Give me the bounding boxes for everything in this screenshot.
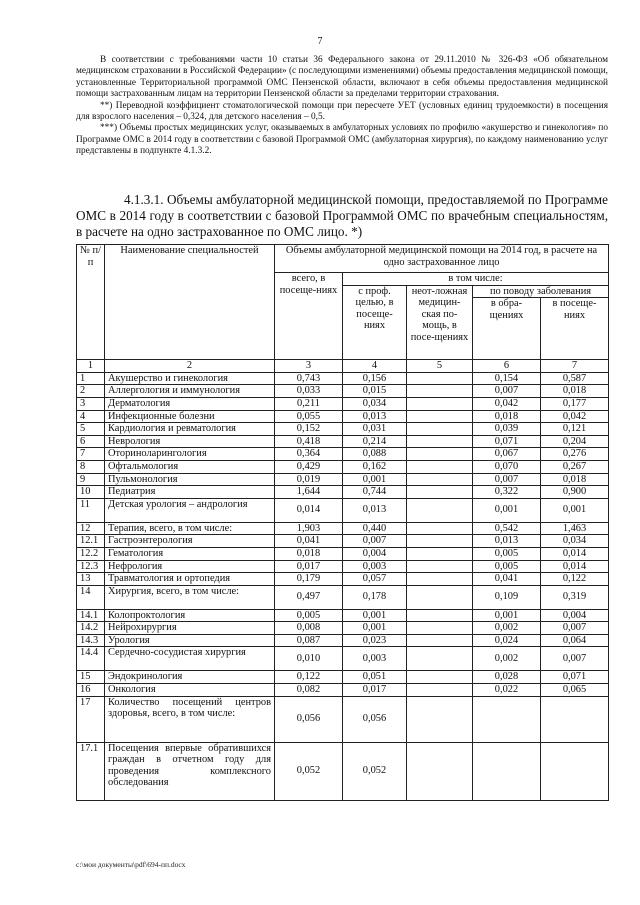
- value-cell-visits: 0,018: [541, 385, 609, 398]
- header-name: Наименование специальностей: [105, 245, 275, 360]
- table-row: [77, 448, 609, 461]
- row-number-cell: 12.1: [77, 535, 105, 548]
- value-cell-appeals: 0,070: [473, 460, 541, 473]
- row-number-cell: 4: [77, 410, 105, 423]
- table-row: [77, 742, 609, 800]
- specialty-name-cell: Пульмонология: [105, 473, 275, 486]
- column-number-cell: 4: [343, 360, 407, 373]
- value-cell-total: 0,087: [275, 634, 343, 647]
- row-number-cell: 12.2: [77, 547, 105, 560]
- value-cell-prof: 0,051: [343, 671, 407, 684]
- table-row: [77, 473, 609, 486]
- specialty-name-cell: Посещения впервые обратившихся граждан в отчетном году для проведения комплексного обследования: [105, 742, 275, 800]
- value-cell-prof: 0,023: [343, 634, 407, 647]
- value-cell-appeals: 0,007: [473, 385, 541, 398]
- specialty-name-cell: Терапия, всего, в том числе:: [105, 522, 275, 535]
- value-cell-urgent: [407, 671, 473, 684]
- specialty-name-cell: Оториноларингология: [105, 448, 275, 461]
- value-cell-prof: 0,156: [343, 372, 407, 385]
- table-row: [77, 372, 609, 385]
- specialty-name-cell: Нейрохирургия: [105, 622, 275, 635]
- value-cell-prof: 0,001: [343, 473, 407, 486]
- value-cell-urgent: [407, 622, 473, 635]
- value-cell-visits: 0,587: [541, 372, 609, 385]
- value-cell-total: 0,052: [275, 742, 343, 800]
- table-row: [77, 560, 609, 573]
- value-cell-urgent: [407, 372, 473, 385]
- value-cell-urgent: [407, 448, 473, 461]
- specialty-name-cell: Детская урология – андрология: [105, 498, 275, 522]
- value-cell-total: 0,008: [275, 622, 343, 635]
- value-cell-appeals: 0,109: [473, 585, 541, 609]
- row-number-cell: 12.3: [77, 560, 105, 573]
- row-number-cell: 14.2: [77, 622, 105, 635]
- value-cell-appeals: 0,028: [473, 671, 541, 684]
- specialty-name-cell: Инфекционные болезни: [105, 410, 275, 423]
- value-cell-visits: 0,007: [541, 622, 609, 635]
- row-number-cell: 6: [77, 435, 105, 448]
- column-number-cell: 7: [541, 360, 609, 373]
- value-cell-total: 0,429: [275, 460, 343, 473]
- column-number-cell: 3: [275, 360, 343, 373]
- row-number-cell: 2: [77, 385, 105, 398]
- column-number-cell: 6: [473, 360, 541, 373]
- value-cell-visits: 0,319: [541, 585, 609, 609]
- table-row: [77, 634, 609, 647]
- row-number-cell: 17: [77, 696, 105, 742]
- header-num: № п/п: [77, 245, 105, 360]
- section-heading: [76, 192, 608, 241]
- value-cell-urgent: [407, 560, 473, 573]
- value-cell-appeals: 0,005: [473, 560, 541, 573]
- table-row: [77, 684, 609, 697]
- value-cell-urgent: [407, 410, 473, 423]
- value-cell-visits: [541, 696, 609, 742]
- header-total: всего, в посеще-ниях: [275, 273, 343, 360]
- column-number-cell: 1: [77, 360, 105, 373]
- specialty-name-cell: Дерматология: [105, 397, 275, 410]
- value-cell-urgent: [407, 522, 473, 535]
- value-cell-appeals: 0,013: [473, 535, 541, 548]
- value-cell-visits: 0,177: [541, 397, 609, 410]
- value-cell-total: 0,211: [275, 397, 343, 410]
- value-cell-total: 0,033: [275, 385, 343, 398]
- header-including: в том числе:: [343, 273, 609, 286]
- header-visits: в посеще-ниях: [541, 298, 609, 360]
- table-row: [77, 423, 609, 436]
- value-cell-total: 0,010: [275, 647, 343, 671]
- value-cell-urgent: [407, 585, 473, 609]
- value-cell-visits: 0,900: [541, 486, 609, 499]
- table-row: [77, 486, 609, 499]
- table-row: [77, 547, 609, 560]
- value-cell-urgent: [407, 435, 473, 448]
- value-cell-total: 1,903: [275, 522, 343, 535]
- value-cell-urgent: [407, 647, 473, 671]
- value-cell-visits: 0,071: [541, 671, 609, 684]
- table-row: [77, 460, 609, 473]
- note-paragraph: **) Переводной коэффициент стоматологической помощи при пересчете УЕТ (условных единиц трудоемкости) в посещения для взрослого населения – 0,324, для детского населения – 0,5.: [76, 100, 608, 123]
- value-cell-appeals: 0,041: [473, 573, 541, 586]
- value-cell-prof: 0,013: [343, 410, 407, 423]
- header-disease: по поводу заболевания: [473, 285, 609, 298]
- table-row: [77, 647, 609, 671]
- value-cell-appeals: 0,022: [473, 684, 541, 697]
- value-cell-visits: 0,014: [541, 560, 609, 573]
- value-cell-urgent: [407, 742, 473, 800]
- table-row: [77, 522, 609, 535]
- value-cell-appeals: 0,322: [473, 486, 541, 499]
- value-cell-total: 0,418: [275, 435, 343, 448]
- row-number-cell: 12: [77, 522, 105, 535]
- note-paragraph: ***) Объемы простых медицинских услуг, оказываемых в амбулаторных условиях по профилю «акушерство и гинекология» по Программе ОМС в 2014 году в соответствии с базовой Программой ОМС (амбулаторная хирургия), по каждому наименованию услуг представлены в подпункте 4.1.3.2.: [76, 123, 608, 157]
- specialty-name-cell: Колопроктология: [105, 609, 275, 622]
- notes-block: [76, 55, 608, 158]
- value-cell-visits: 0,007: [541, 647, 609, 671]
- specialty-name-cell: Гастроэнтерология: [105, 535, 275, 548]
- value-cell-total: 0,082: [275, 684, 343, 697]
- value-cell-urgent: [407, 535, 473, 548]
- value-cell-visits: 1,463: [541, 522, 609, 535]
- value-cell-visits: 0,018: [541, 473, 609, 486]
- row-number-cell: 15: [77, 671, 105, 684]
- value-cell-urgent: [407, 609, 473, 622]
- row-number-cell: 10: [77, 486, 105, 499]
- row-number-cell: 1: [77, 372, 105, 385]
- page-number: 7: [317, 36, 323, 47]
- value-cell-appeals: 0,542: [473, 522, 541, 535]
- value-cell-visits: 0,276: [541, 448, 609, 461]
- value-cell-appeals: 0,039: [473, 423, 541, 436]
- value-cell-total: 0,743: [275, 372, 343, 385]
- row-number-cell: 17.1: [77, 742, 105, 800]
- value-cell-urgent: [407, 460, 473, 473]
- table-row: [77, 397, 609, 410]
- value-cell-prof: 0,088: [343, 448, 407, 461]
- specialty-name-cell: Нефрология: [105, 560, 275, 573]
- value-cell-prof: 0,004: [343, 547, 407, 560]
- value-cell-total: 0,014: [275, 498, 343, 522]
- table-row: [77, 385, 609, 398]
- value-cell-visits: 0,064: [541, 634, 609, 647]
- row-number-cell: 9: [77, 473, 105, 486]
- value-cell-visits: [541, 742, 609, 800]
- value-cell-total: 0,152: [275, 423, 343, 436]
- table-row: [77, 585, 609, 609]
- value-cell-prof: 0,440: [343, 522, 407, 535]
- specialty-name-cell: Онкология: [105, 684, 275, 697]
- value-cell-visits: 0,121: [541, 423, 609, 436]
- value-cell-visits: 0,267: [541, 460, 609, 473]
- specialty-name-cell: Кардиология и ревматология: [105, 423, 275, 436]
- value-cell-total: 0,018: [275, 547, 343, 560]
- value-cell-total: 1,644: [275, 486, 343, 499]
- column-number-cell: 2: [105, 360, 275, 373]
- value-cell-prof: 0,003: [343, 560, 407, 573]
- table-row: [77, 696, 609, 742]
- table-row: [77, 622, 609, 635]
- specialty-name-cell: Количество посещений центров здоровья, всего, в том числе:: [105, 696, 275, 742]
- row-number-cell: 7: [77, 448, 105, 461]
- value-cell-prof: 0,162: [343, 460, 407, 473]
- row-number-cell: 3: [77, 397, 105, 410]
- value-cell-prof: 0,003: [343, 647, 407, 671]
- value-cell-appeals: 0,024: [473, 634, 541, 647]
- value-cell-urgent: [407, 397, 473, 410]
- value-cell-appeals: 0,001: [473, 609, 541, 622]
- value-cell-total: 0,056: [275, 696, 343, 742]
- value-cell-prof: 0,214: [343, 435, 407, 448]
- table-body: [77, 372, 609, 800]
- table-row: [77, 498, 609, 522]
- value-cell-appeals: 0,001: [473, 498, 541, 522]
- value-cell-total: 0,122: [275, 671, 343, 684]
- value-cell-total: 0,019: [275, 473, 343, 486]
- value-cell-urgent: [407, 385, 473, 398]
- value-cell-prof: 0,034: [343, 397, 407, 410]
- table-row: [77, 535, 609, 548]
- table-row: [77, 435, 609, 448]
- row-number-cell: 8: [77, 460, 105, 473]
- volumes-table: [76, 244, 609, 801]
- value-cell-appeals: 0,002: [473, 622, 541, 635]
- value-cell-urgent: [407, 423, 473, 436]
- value-cell-prof: 0,007: [343, 535, 407, 548]
- specialty-name-cell: Сердечно-сосудистая хирургия: [105, 647, 275, 671]
- value-cell-total: 0,055: [275, 410, 343, 423]
- value-cell-urgent: [407, 486, 473, 499]
- value-cell-visits: 0,001: [541, 498, 609, 522]
- table-row: [77, 410, 609, 423]
- table-row: [77, 671, 609, 684]
- header-appeals: в обра-щениях: [473, 298, 541, 360]
- value-cell-visits: 0,004: [541, 609, 609, 622]
- value-cell-appeals: 0,007: [473, 473, 541, 486]
- value-cell-total: 0,497: [275, 585, 343, 609]
- value-cell-prof: 0,052: [343, 742, 407, 800]
- value-cell-appeals: 0,018: [473, 410, 541, 423]
- value-cell-prof: 0,057: [343, 573, 407, 586]
- specialty-name-cell: Гематология: [105, 547, 275, 560]
- value-cell-appeals: [473, 742, 541, 800]
- column-numbers-row: [77, 360, 609, 373]
- value-cell-prof: 0,001: [343, 609, 407, 622]
- note-paragraph: В соответствии с требованиями части 10 статьи 36 Федерального закона от 29.11.2010 № 326-ФЗ «Об обязательном медицинском страховании в Российской Федерации» (с последующими изменениями) объемы предоставления медицинской помощи, установленные Территориальной программой ОМС Пензенской области, включают в себя объемы предоставления медицинской помощи застрахованным лицам на территории Пензенской области за пределами территории страхования.: [76, 55, 608, 100]
- value-cell-prof: 0,017: [343, 684, 407, 697]
- header-urgent: неот-ложная медицин-ская по-мощь, в посе-щениях: [407, 285, 473, 360]
- column-number-cell: 5: [407, 360, 473, 373]
- value-cell-urgent: [407, 547, 473, 560]
- header-volumes: Объемы амбулаторной медицинской помощи на 2014 год, в расчете на одно застрахованное лицо: [275, 245, 609, 273]
- value-cell-urgent: [407, 684, 473, 697]
- value-cell-urgent: [407, 634, 473, 647]
- value-cell-urgent: [407, 573, 473, 586]
- value-cell-appeals: 0,154: [473, 372, 541, 385]
- value-cell-total: 0,017: [275, 560, 343, 573]
- specialty-name-cell: Травматология и ортопедия: [105, 573, 275, 586]
- value-cell-visits: 0,122: [541, 573, 609, 586]
- value-cell-appeals: 0,071: [473, 435, 541, 448]
- specialty-name-cell: Неврология: [105, 435, 275, 448]
- file-path-footer: c:\мои документы\pdf\694-пп.docx: [76, 860, 186, 869]
- specialty-name-cell: Офтальмология: [105, 460, 275, 473]
- header-prof: с проф. целью, в посеще-ниях: [343, 285, 407, 360]
- value-cell-urgent: [407, 696, 473, 742]
- specialty-name-cell: Урология: [105, 634, 275, 647]
- table-row: [77, 609, 609, 622]
- row-number-cell: 11: [77, 498, 105, 522]
- value-cell-appeals: 0,002: [473, 647, 541, 671]
- value-cell-total: 0,179: [275, 573, 343, 586]
- section-heading-text: 4.1.3.1. Объемы амбулаторной медицинской помощи, предоставляемой по Программе ОМС в 2014 году в соответствии с базовой Программой ОМС по врачебным специальностям, в расчете на одно застрахованное по ОМС лицо. *): [76, 192, 608, 240]
- table-row: [77, 573, 609, 586]
- value-cell-visits: 0,014: [541, 547, 609, 560]
- specialty-name-cell: Акушерство и гинекология: [105, 372, 275, 385]
- specialty-name-cell: Эндокринология: [105, 671, 275, 684]
- value-cell-prof: 0,178: [343, 585, 407, 609]
- specialty-name-cell: Хирургия, всего, в том числе:: [105, 585, 275, 609]
- specialty-name-cell: Аллергология и иммунология: [105, 385, 275, 398]
- value-cell-urgent: [407, 498, 473, 522]
- row-number-cell: 14.3: [77, 634, 105, 647]
- row-number-cell: 16: [77, 684, 105, 697]
- value-cell-appeals: 0,042: [473, 397, 541, 410]
- value-cell-total: 0,364: [275, 448, 343, 461]
- value-cell-urgent: [407, 473, 473, 486]
- value-cell-visits: 0,065: [541, 684, 609, 697]
- value-cell-visits: 0,042: [541, 410, 609, 423]
- value-cell-prof: 0,056: [343, 696, 407, 742]
- value-cell-prof: 0,001: [343, 622, 407, 635]
- value-cell-visits: 0,204: [541, 435, 609, 448]
- value-cell-total: 0,005: [275, 609, 343, 622]
- row-number-cell: 13: [77, 573, 105, 586]
- row-number-cell: 14.4: [77, 647, 105, 671]
- row-number-cell: 14.1: [77, 609, 105, 622]
- value-cell-prof: 0,013: [343, 498, 407, 522]
- value-cell-appeals: 0,067: [473, 448, 541, 461]
- specialty-name-cell: Педиатрия: [105, 486, 275, 499]
- value-cell-prof: 0,031: [343, 423, 407, 436]
- value-cell-appeals: 0,005: [473, 547, 541, 560]
- value-cell-prof: 0,015: [343, 385, 407, 398]
- value-cell-appeals: [473, 696, 541, 742]
- row-number-cell: 5: [77, 423, 105, 436]
- row-number-cell: 14: [77, 585, 105, 609]
- value-cell-prof: 0,744: [343, 486, 407, 499]
- value-cell-total: 0,041: [275, 535, 343, 548]
- value-cell-visits: 0,034: [541, 535, 609, 548]
